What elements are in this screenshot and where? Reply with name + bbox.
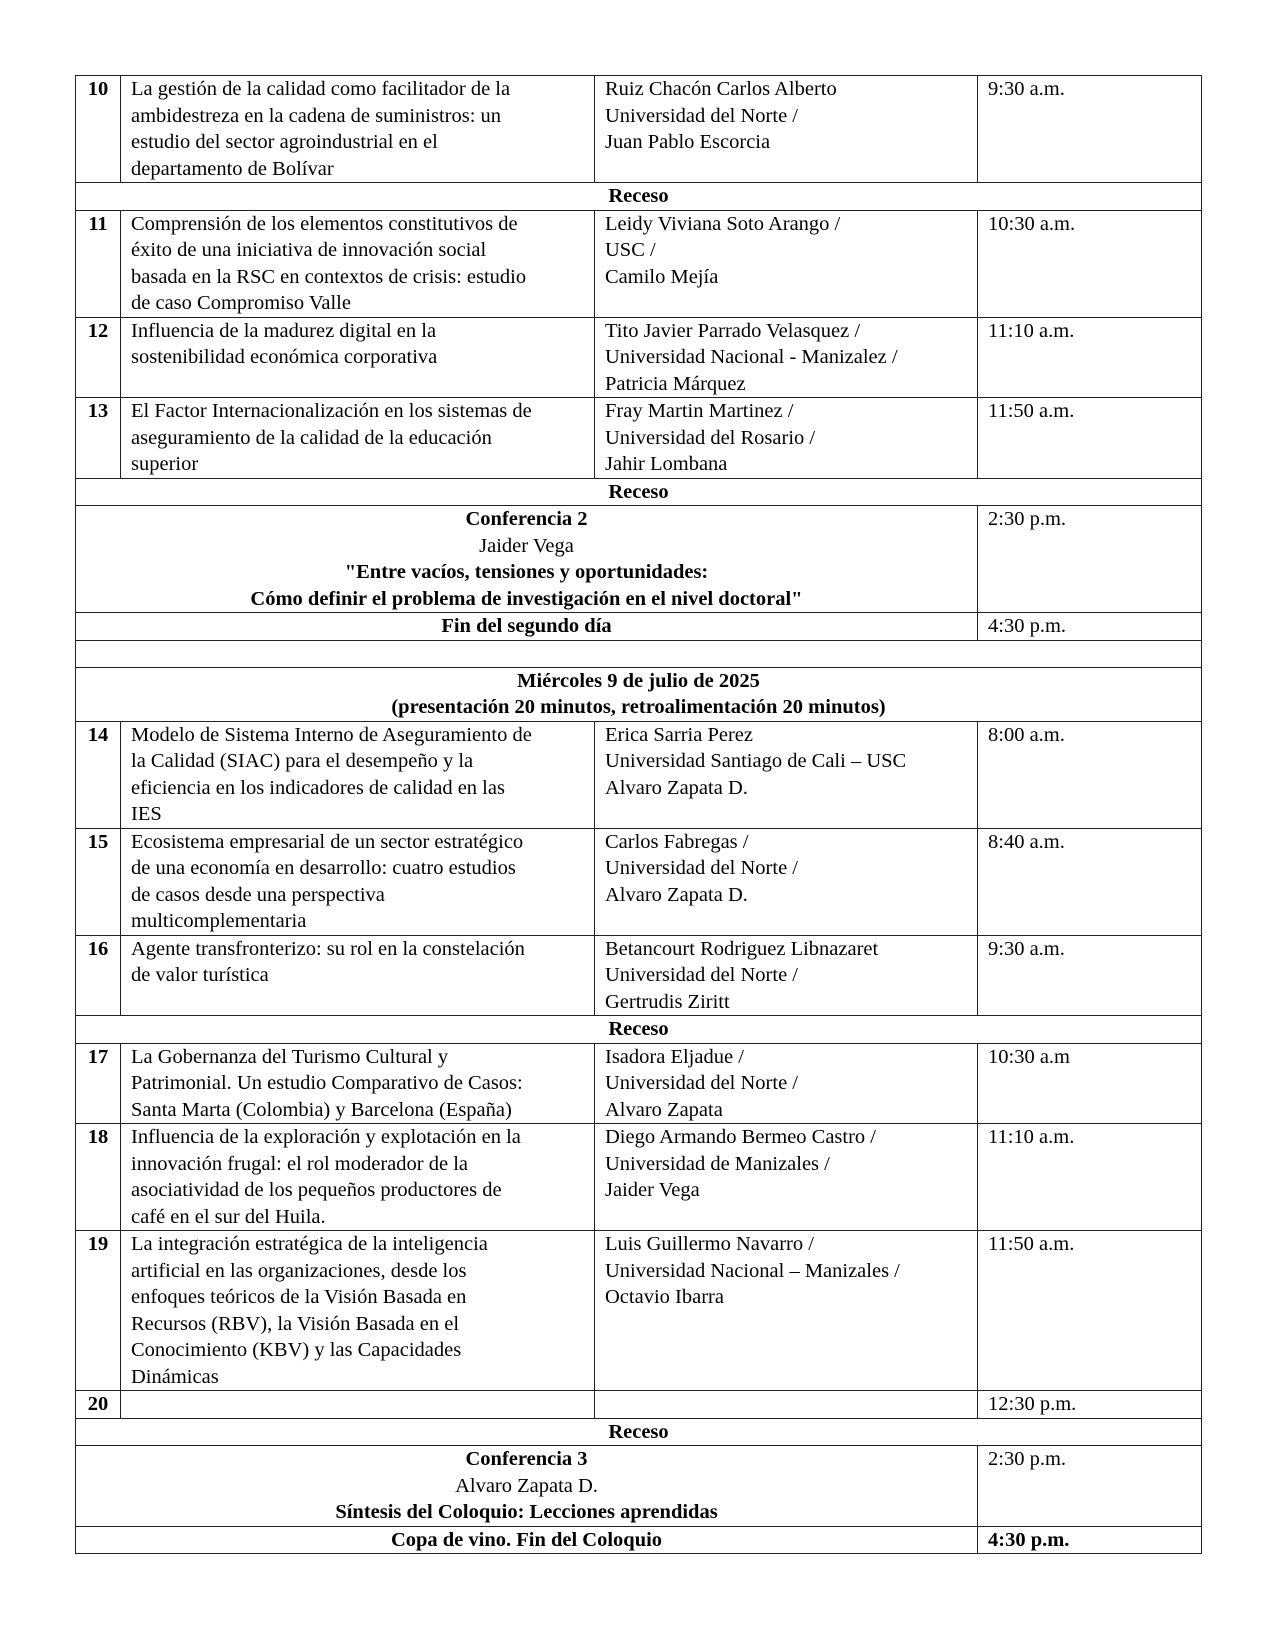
conference-title: Conferencia 3 — [465, 1448, 588, 1470]
session-author-line: Juan Pablo Escorcia — [605, 131, 771, 153]
session-title-line: basada en la RSC en contextos de crisis: estudio — [131, 265, 527, 288]
session-time: 8:00 a.m. — [978, 721, 1202, 828]
session-title-line: Conocimiento (KBV) y las Capacidades — [131, 1339, 462, 1361]
conferencia-3-row — [76, 1446, 1202, 1527]
session-title — [121, 1231, 595, 1391]
session-author-line: Gertrudis Ziritt — [605, 990, 730, 1013]
session-title-line: estudio del sector agroindustrial en el — [131, 131, 438, 153]
session-title-line: de casos desde una perspectiva — [131, 883, 385, 906]
schedule-page — [75, 75, 1201, 1554]
session-authors — [595, 210, 978, 317]
session-row-10 — [76, 76, 1202, 183]
receso-label: Receso — [76, 478, 1202, 506]
session-row-19 — [76, 1231, 1202, 1391]
session-title-line: sostenibilidad económica corporativa — [131, 346, 438, 368]
session-author-line: Jaider Vega — [605, 1179, 700, 1201]
session-author-line: Universidad del Norte / — [605, 104, 798, 127]
session-row-14 — [76, 721, 1202, 828]
spacer-row — [76, 640, 1202, 667]
session-author-line: Carlos Fabregas / — [605, 830, 749, 853]
session-number: 18 — [76, 1124, 121, 1231]
session-title-line: departamento de Bolívar — [131, 157, 334, 180]
session-authors — [595, 828, 978, 935]
session-number: 13 — [76, 398, 121, 479]
receso-row — [76, 1418, 1202, 1446]
session-title — [121, 210, 595, 317]
receso-label: Receso — [76, 183, 1202, 211]
session-number: 17 — [76, 1043, 121, 1124]
receso-row — [76, 478, 1202, 506]
session-title-line: de una economía en desarrollo: cuatro estudios — [131, 857, 516, 879]
session-author-line: Isadora Eljadue / — [605, 1045, 744, 1068]
conference-speaker: Jaider Vega — [479, 534, 574, 557]
conference-topic-line: Cómo definir el problema de investigación en el nivel doctoral" — [250, 587, 803, 610]
session-author-line: Fray Martin Martinez / — [605, 400, 794, 422]
session-title-line: de caso Compromiso Valle — [131, 292, 351, 314]
session-time: 11:10 a.m. — [978, 317, 1202, 398]
session-title-line: asociatividad de los pequeños productores de — [131, 1179, 502, 1201]
spacer-cell — [76, 640, 1202, 667]
conference-title: Conferencia 2 — [465, 508, 588, 530]
session-author-line: Luis Guillermo Navarro / — [605, 1233, 814, 1255]
session-title — [121, 721, 595, 828]
session-author-line: Universidad del Norte / — [605, 857, 798, 879]
session-author-line: Universidad Nacional - Manizalez / — [605, 346, 898, 368]
session-author-line: Universidad Nacional – Manizales / — [605, 1259, 900, 1282]
session-author-line: Camilo Mejía — [605, 265, 719, 288]
conference-time: 2:30 p.m. — [978, 1446, 1202, 1527]
schedule-table — [75, 75, 1202, 1554]
day-header — [76, 667, 1202, 721]
session-authors — [595, 1231, 978, 1391]
session-row-11 — [76, 210, 1202, 317]
session-number: 19 — [76, 1231, 121, 1391]
session-title — [121, 1043, 595, 1124]
session-title-line: enfoques teóricos de la Visión Basada en — [131, 1286, 467, 1308]
session-title-line: superior — [131, 453, 199, 475]
session-number: 20 — [76, 1391, 121, 1419]
session-title-line: Ecosistema empresarial de un sector estratégico — [131, 830, 524, 853]
session-time: 9:30 a.m. — [978, 935, 1202, 1016]
session-authors — [595, 1043, 978, 1124]
session-time: 11:50 a.m. — [978, 1231, 1202, 1391]
session-row-15 — [76, 828, 1202, 935]
fin-segundo-dia-label: Fin del segundo día — [76, 613, 978, 641]
session-title — [121, 935, 595, 1016]
session-row-17 — [76, 1043, 1202, 1124]
session-author-line: Universidad de Manizales / — [605, 1152, 830, 1175]
session-row-20 — [76, 1391, 1202, 1419]
session-time: 10:30 a.m — [978, 1043, 1202, 1124]
session-title — [121, 828, 595, 935]
session-title-line: eficiencia en los indicadores de calidad en las — [131, 776, 505, 799]
session-author-line: Leidy Viviana Soto Arango / — [605, 212, 841, 235]
fin-segundo-dia-row — [76, 613, 1202, 641]
session-title-line: innovación frugal: el rol moderador de la — [131, 1152, 468, 1175]
cierre-row — [76, 1526, 1202, 1554]
session-title-line: IES — [131, 803, 162, 825]
conference-topic-line: Síntesis del Coloquio: Lecciones aprendidas — [335, 1501, 718, 1523]
session-title — [121, 76, 595, 183]
session-author-line: Universidad Santiago de Cali – USC — [605, 750, 907, 772]
conferencia-2-row — [76, 506, 1202, 613]
session-author-line: Universidad del Norte / — [605, 1072, 798, 1094]
session-title-line: café en el sur del Huila. — [131, 1205, 326, 1228]
session-title-line: La gestión de la calidad como facilitador de la — [131, 78, 511, 100]
session-number: 10 — [76, 76, 121, 183]
session-title — [121, 1124, 595, 1231]
session-number: 14 — [76, 721, 121, 828]
session-author-line: USC / — [605, 239, 656, 261]
schedule-body — [76, 76, 1202, 1554]
receso-label: Receso — [76, 1418, 1202, 1446]
session-title-line: Recursos (RBV), la Visión Basada en el — [131, 1312, 460, 1335]
conference-content — [76, 1446, 978, 1527]
session-time: 12:30 p.m. — [978, 1391, 1202, 1419]
session-authors — [595, 721, 978, 828]
receso-label: Receso — [76, 1016, 1202, 1044]
session-time: 10:30 a.m. — [978, 210, 1202, 317]
session-title-line: El Factor Internacionalización en los sistemas de — [131, 400, 532, 422]
session-authors — [595, 76, 978, 183]
session-author-line: Alvaro Zapata D. — [605, 776, 748, 799]
session-authors — [595, 1124, 978, 1231]
session-title-line: éxito de una iniciativa de innovación social — [131, 239, 487, 261]
day-header-date: Miércoles 9 de julio de 2025 — [517, 669, 760, 692]
session-number: 15 — [76, 828, 121, 935]
session-title-line: La Gobernanza del Turismo Cultural y — [131, 1045, 449, 1068]
session-row-12 — [76, 317, 1202, 398]
session-title — [121, 317, 595, 398]
session-author-line: Ruiz Chacón Carlos Alberto — [605, 78, 837, 100]
session-author-line: Diego Armando Bermeo Castro / — [605, 1126, 877, 1148]
session-author-line: Alvaro Zapata D. — [605, 883, 748, 906]
fin-segundo-dia-time: 4:30 p.m. — [978, 613, 1202, 641]
session-author-line: Tito Javier Parrado Velasquez / — [605, 319, 861, 342]
session-author-line: Universidad del Rosario / — [605, 426, 816, 449]
session-title-line: La integración estratégica de la inteligencia — [131, 1233, 488, 1255]
session-number: 11 — [76, 210, 121, 317]
session-title-line: ambidestreza en la cadena de suministros: un — [131, 104, 502, 127]
session-author-line: Octavio Ibarra — [605, 1286, 724, 1308]
session-time: 11:50 a.m. — [978, 398, 1202, 479]
session-title — [121, 398, 595, 479]
session-title-line: aseguramiento de la calidad de la educación — [131, 426, 492, 449]
session-author-line: Universidad del Norte / — [605, 964, 798, 986]
day-header-row — [76, 667, 1202, 721]
cierre-label: Copa de vino. Fin del Coloquio — [76, 1526, 978, 1554]
session-title-line: Santa Marta (Colombia) y Barcelona (España) — [131, 1098, 512, 1121]
session-title-line: de valor turística — [131, 964, 269, 986]
session-author-line: Alvaro Zapata — [605, 1098, 723, 1121]
session-row-18 — [76, 1124, 1202, 1231]
session-number: 16 — [76, 935, 121, 1016]
session-author-line: Patricia Márquez — [605, 372, 746, 395]
session-time: 11:10 a.m. — [978, 1124, 1202, 1231]
session-authors — [595, 1391, 978, 1419]
session-author-line: Jahir Lombana — [605, 453, 728, 475]
session-title-line: artificial en las organizaciones, desde los — [131, 1259, 467, 1282]
receso-row — [76, 1016, 1202, 1044]
conference-topic-line: "Entre vacíos, tensiones y oportunidades: — [344, 561, 709, 583]
session-title-line: Modelo de Sistema Interno de Aseguramiento de — [131, 723, 532, 746]
receso-row — [76, 183, 1202, 211]
session-title-line: Influencia de la madurez digital en la — [131, 319, 437, 342]
cierre-time: 4:30 p.m. — [978, 1526, 1202, 1554]
session-authors — [595, 398, 978, 479]
session-authors — [595, 317, 978, 398]
session-number: 12 — [76, 317, 121, 398]
session-title-line: multicomplementaria — [131, 910, 307, 932]
session-author-line: Erica Sarria Perez — [605, 723, 753, 746]
conference-speaker: Alvaro Zapata D. — [455, 1474, 598, 1497]
conference-time: 2:30 p.m. — [978, 506, 1202, 613]
session-title-line: Influencia de la exploración y explotación en la — [131, 1126, 521, 1148]
session-title-line: la Calidad (SIAC) para el desempeño y la — [131, 750, 474, 772]
session-author-line: Betancourt Rodriguez Libnazaret — [605, 937, 879, 960]
session-time: 8:40 a.m. — [978, 828, 1202, 935]
session-row-13 — [76, 398, 1202, 479]
session-title — [121, 1391, 595, 1419]
conference-content — [76, 506, 978, 613]
session-title-line: Comprensión de los elementos constitutivos de — [131, 212, 518, 235]
session-title-line: Agente transfronterizo: su rol en la constelación — [131, 937, 525, 960]
session-title-line: Patrimonial. Un estudio Comparativo de Casos: — [131, 1072, 523, 1094]
session-row-16 — [76, 935, 1202, 1016]
session-authors — [595, 935, 978, 1016]
session-time: 9:30 a.m. — [978, 76, 1202, 183]
day-header-format: (presentación 20 minutos, retroalimentación 20 minutos) — [391, 696, 886, 718]
session-title-line: Dinámicas — [131, 1365, 219, 1388]
